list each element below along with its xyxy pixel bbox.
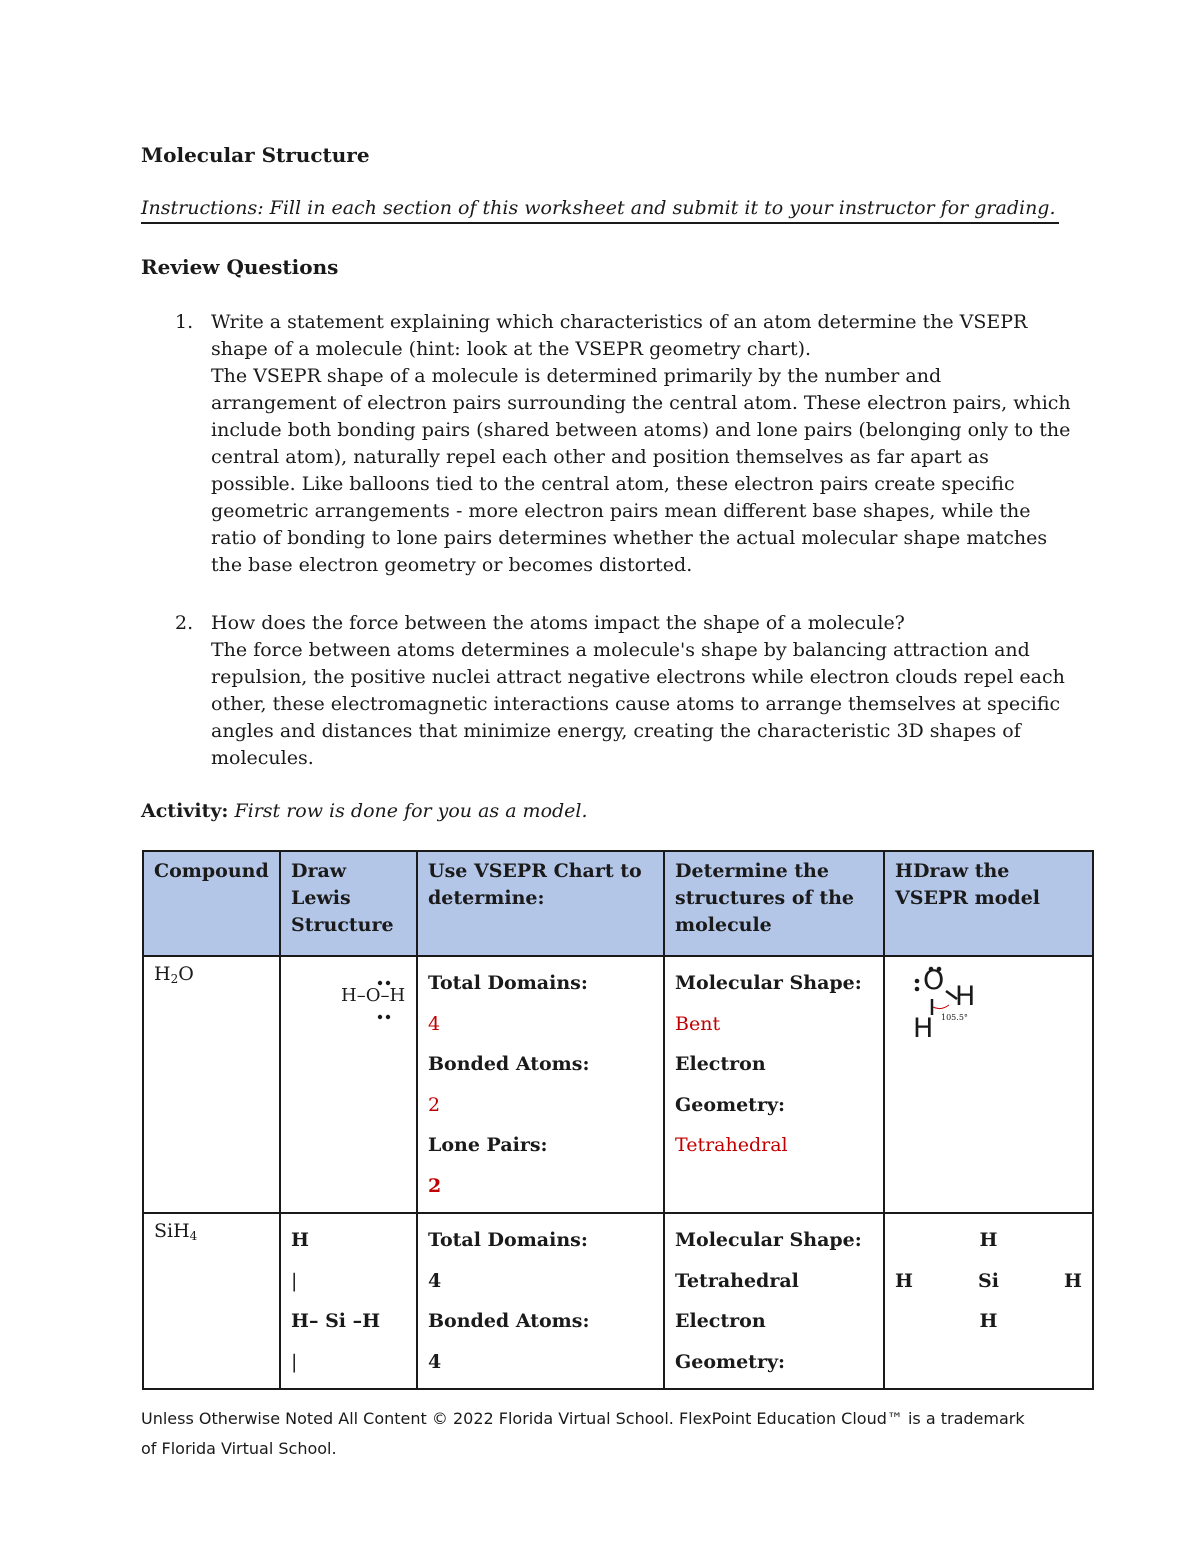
header-compound: Compound — [143, 851, 280, 956]
question-text: Write a statement explaining which characteristics of an atom determine the VSEPR shape of a molecule (hint: look at the VSEPR geometry chart). — [211, 311, 1028, 360]
activity-label: Activity: — [141, 800, 229, 822]
structures-cell: Molecular Shape: Tetrahedral Electron Geometry: — [664, 1213, 884, 1389]
structures-cell: Molecular Shape: Bent Electron Geometry: Tetrahedral — [664, 956, 884, 1213]
vsepr-model-cell — [884, 1213, 1093, 1389]
lewis-cell — [280, 956, 417, 1213]
review-questions-heading: Review Questions — [141, 255, 339, 279]
question-text: How does the force between the atoms impact the shape of a molecule? — [211, 612, 905, 634]
question-2 — [141, 610, 1071, 772]
page-title: Molecular Structure — [141, 143, 370, 167]
vsepr-chart-cell: Total Domains: 4 Bonded Atoms: 2 Lone Pairs: 2 — [417, 956, 664, 1213]
vsepr-model-cell — [884, 956, 1093, 1213]
water-model-drawing — [895, 963, 1082, 1053]
header-vsepr-chart: Use VSEPR Chart to determine: — [417, 851, 664, 956]
activity-line — [141, 800, 588, 822]
answer-text: The VSEPR shape of a molecule is determined primarily by the number and arrangement of electron pairs surrounding the central atom. These electron pairs, which include both bonding pairs (shared between atoms) and lone pairs (belonging only to the central atom), naturally repel each other and position themselves as far apart as possible. Like balloons tied to the central atom, these electron pairs create specific geometric arrangements - more electron pairs mean different base shapes, while the ratio of bonding to lone pairs determines whether the actual molecular shape matches the base electron geometry or becomes distorted. — [211, 365, 1071, 576]
table-header-row — [143, 851, 1093, 956]
lewis-water-structure: H–O–H — [291, 977, 406, 1037]
question-number: 1. — [175, 311, 194, 333]
header-lewis: Draw Lewis Structure — [280, 851, 417, 956]
header-vsepr-model: HDraw the VSEPR model — [884, 851, 1093, 956]
table-row — [143, 956, 1093, 1213]
question-1 — [141, 309, 1071, 579]
question-number: 2. — [175, 612, 194, 634]
model-oxygen: O — [923, 965, 945, 996]
activity-text: First row is done for you as a model. — [234, 800, 588, 822]
model-hydrogen-bottom: H — [913, 1013, 934, 1044]
lewis-cell: H | H– Si –H | — [280, 1213, 417, 1389]
answer-text: The force between atoms determines a molecule's shape by balancing attraction and repulsion, the positive nuclei attract negative electrons while electron clouds repel each other, these electromagnetic interactions cause atoms to arrange themselves at specific angles and distances that minimize energy, creating the characteristic 3D shapes of molecules. — [211, 639, 1065, 769]
compound-cell: $H_2O$ — [143, 956, 280, 1213]
lone-pair-dots — [291, 977, 391, 1037]
model-hydrogen-right: H — [955, 981, 976, 1012]
header-structures: Determine the structures of the molecule — [664, 851, 884, 956]
copyright-footer: Unless Otherwise Noted All Content © 2022 Florida Virtual School. FlexPoint Education Cloud™ is a trademark of Florida Virtual School. — [141, 1409, 1025, 1458]
compound-cell: SiH$_4$ — [143, 1213, 280, 1389]
model-bond-angle: 105.5° — [941, 1013, 968, 1022]
activity-table — [142, 850, 1094, 1390]
instructions: Instructions: Fill in each section of this worksheet and submit it to your instructor for grading. — [141, 197, 1059, 224]
silane-model: H H Si H H — [895, 1229, 1082, 1332]
table-row — [143, 1213, 1093, 1389]
vsepr-chart-cell: Total Domains: 4 Bonded Atoms: 4 — [417, 1213, 664, 1389]
